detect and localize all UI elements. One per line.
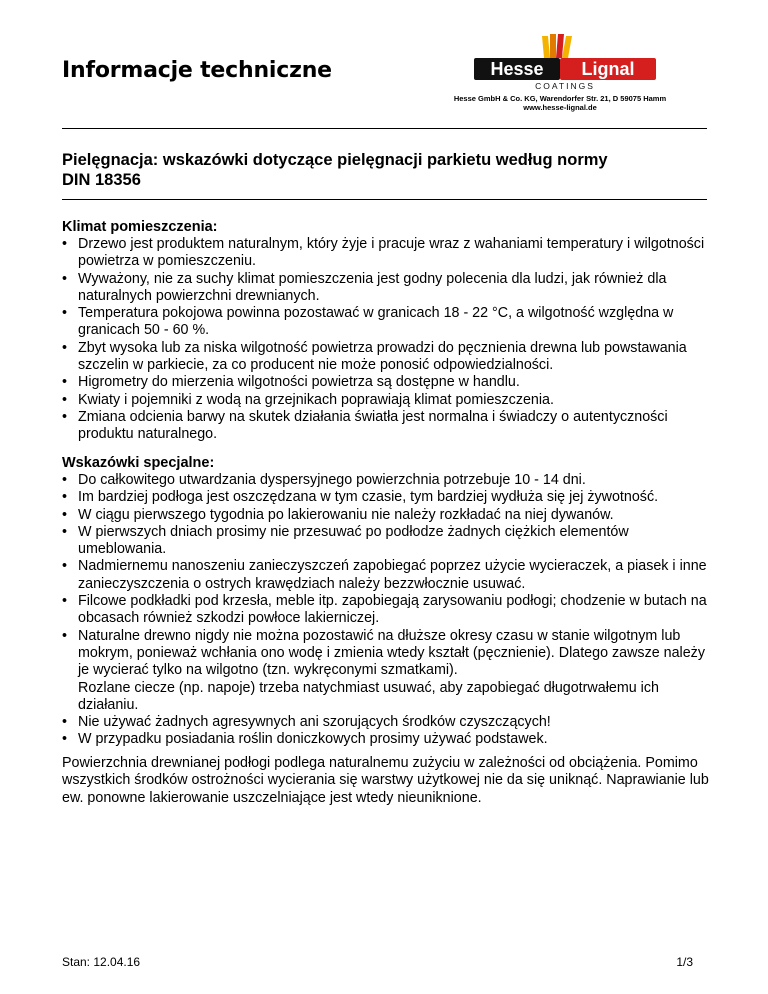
- hesse-lignal-logo: [470, 34, 660, 90]
- list-item-text: Wyważony, nie za suchy klimat pomieszczenia jest godny polecenia dla ludzi, jak również dla naturalnych powierzchni drewnianych.: [78, 270, 667, 304]
- list-item: • Do całkowitego utwardzania dyspersyjnego powierzchnia potrzebuje 10 - 14 dni.: [62, 472, 586, 488]
- company-address: [440, 94, 680, 112]
- list-item: • Kwiaty i pojemniki z wodą na grzejnikach poprawiają klimat pomieszczenia.: [62, 391, 554, 408]
- list-item: • Wyważony, nie za suchy klimat pomieszczenia jest godny polecenia dla ludzi, jak również dla naturalnych powierzchni drewnianych.: [62, 270, 667, 304]
- list-item-text: Naturalne drewno nigdy nie można pozostawić na dłuższe okresy czasu w stanie wilgotnym lub mokrym, ponieważ wchłania ono wodę i zmienia wtedy kształt (pęcznienie). Dlatego zawsze należy je wycierać tylko na wilgotno (tzn. wykręconymi szmatkami). Rozlane ciecze (np. napoje) trzeba natychmiast usuwać, aby zapobiegać długotrwałemu ich działaniu.: [78, 627, 705, 713]
- list-item: • W pierwszych dniach prosimy nie przesuwać po podłodze żadnych ciężkich elementów umeblowania.: [62, 523, 629, 558]
- list-item: • Drzewo jest produktem naturalnym, który żyje i pracuje wraz z wahaniami temperatury i wilgotności powietrza w pomieszczeniu.: [62, 236, 705, 270]
- heading-line: Pielęgnacja: wskazówki dotyczące pielęgnacji parkietu według normy: [62, 151, 608, 169]
- footer-date: Stan: 12.04.16: [62, 955, 141, 969]
- list-item-text: Nadmiernemu nanoszeniu zanieczyszczeń zapobiegać poprzez użycie wycieraczek, a piasek i inne zanieczyszczenia o ostrych krawędziach należy bezzwłocznie usuwać.: [78, 558, 707, 592]
- list-item-text: Kwiaty i pojemniki z wodą na grzejnikach poprawiają klimat pomieszczenia.: [78, 391, 554, 408]
- list-item: • Naturalne drewno nigdy nie można pozostawić na dłuższe okresy czasu w stanie wilgotnym lub mokrym, ponieważ wchłania ono wodę i zmienia wtedy kształt (pęcznienie). Dlatego zawsze należy je wycierać tylko na wilgotno (tzn. wykręconymi szmatkami). Rozlane ciecze (np. napoje) trzeba natychmiast usuwać, aby zapobiegać długotrwałemu ich działaniu.: [62, 627, 705, 713]
- list-item-text: Temperatura pokojowa powinna pozostawać w granicach 18 - 22 °C, a wilgotność względna w granicach 50 - 60 %.: [78, 305, 674, 339]
- page-title: Informacje techniczne: [62, 58, 332, 83]
- list-item-text: Zmiana odcienia barwy na skutek działania światła jest normalna i świadczy o autentyczności produktu naturalnego.: [78, 408, 668, 443]
- list-item: • Im bardziej podłoga jest oszczędzana w tym czasie, tym bardziej wydłuża się jej żywotność.: [62, 489, 659, 506]
- list-item-text: Drzewo jest produktem naturalnym, który żyje i pracuje wraz z wahaniami temperatury i wilgotności powietrza w pomieszczeniu.: [78, 236, 705, 270]
- list-item-text: Higrometry do mierzenia wilgotności powietrza są dostępne w handlu.: [78, 374, 520, 391]
- list-item-text: W pierwszych dniach prosimy nie przesuwać po podłodze żadnych ciężkich elementów umeblowania.: [78, 523, 629, 558]
- list-item: • Higrometry do mierzenia wilgotności powietrza są dostępne w handlu.: [62, 374, 520, 391]
- list-item: • Nie używać żadnych agresywnych ani szorujących środków czyszczących!: [62, 714, 551, 731]
- special-list: [62, 472, 712, 749]
- page-number: 1/3: [676, 955, 693, 969]
- logo-rays: [542, 34, 572, 58]
- logo-lignal-text: Lignal: [581, 59, 635, 79]
- list-item-text: Filcowe podkładki pod krzesła, meble itp. zapobiegają zarysowaniu podłogi; chodzenie w butach na obcasach również szkodzi powłoce lakierniczej.: [78, 593, 707, 627]
- company-address-line: Hesse GmbH & Co. KG, Warendorfer Str. 21, D 59075 Hamm: [453, 94, 667, 103]
- list-item-text: Nie używać żadnych agresywnych ani szorujących środków czyszczących!: [78, 714, 551, 731]
- section-title-climate: Klimat pomieszczenia:: [62, 219, 218, 235]
- list-item: • Zbyt wysoka lub za niska wilgotność powietrza prowadzi do pęcznienia drewna lub powstawania szczelin w parkiecie, za co producent nie może ponosić odpowiedzialności.: [62, 339, 687, 374]
- document-heading: [62, 150, 707, 190]
- logo-coatings-text: COATINGS: [535, 81, 595, 90]
- climate-list: [62, 236, 712, 444]
- company-website: www.hesse-lignal.de: [523, 103, 597, 112]
- list-item-text: W ciągu pierwszego tygodnia po lakierowaniu nie należy rozkładać na niej dywanów.: [78, 506, 614, 523]
- list-item-text: Im bardziej podłoga jest oszczędzana w tym czasie, tym bardziej wydłuża się jej żywotność.: [78, 489, 659, 506]
- list-item: • Temperatura pokojowa powinna pozostawać w granicach 18 - 22 °C, a wilgotność względna w granicach 50 - 60 %.: [62, 305, 674, 339]
- list-item: • Zmiana odcienia barwy na skutek działania światła jest normalna i świadczy o autentyczności produktu naturalnego.: [62, 408, 668, 443]
- list-item: • Filcowe podkładki pod krzesła, meble itp. zapobiegają zarysowaniu podłogi; chodzenie w butach na obcasach również szkodzi powłoce lakierniczej.: [62, 593, 707, 627]
- logo-hesse-text: Hesse: [490, 59, 544, 79]
- list-item: • W ciągu pierwszego tygodnia po lakierowaniu nie należy rozkładać na niej dywanów.: [62, 506, 614, 523]
- heading-line: DIN 18356: [62, 171, 141, 189]
- list-item: • Nadmiernemu nanoszeniu zanieczyszczeń zapobiegać poprzez użycie wycieraczek, a piasek i inne zanieczyszczenia o ostrych krawędziach należy bezzwłocznie usuwać.: [62, 558, 707, 592]
- closing-paragraph: Powierzchnia drewnianej podłogi podlega naturalnemu zużyciu w zależności od obciążenia. Pomimo wszystkich środków ostrożności wycierania się warstwy użytkowej nie da się uniknąć. Naprawianie lub ew. ponowne lakierowanie uszczelniające jest wtedy nieuniknione.: [62, 755, 709, 806]
- list-item-text: Do całkowitego utwardzania dyspersyjnego powierzchnia potrzebuje 10 - 14 dni.: [78, 472, 586, 488]
- header-divider: [62, 128, 707, 129]
- list-item-text: Zbyt wysoka lub za niska wilgotność powietrza prowadzi do pęcznienia drewna lub powstawania szczelin w parkiecie, za co producent nie może ponosić odpowiedzialności.: [78, 339, 687, 374]
- heading-divider: [62, 199, 707, 200]
- section-title-special: Wskazówki specjalne:: [62, 455, 215, 471]
- list-item: • W przypadku posiadania roślin doniczkowych prosimy używać podstawek.: [62, 731, 548, 748]
- list-item-text: W przypadku posiadania roślin doniczkowych prosimy używać podstawek.: [78, 731, 548, 748]
